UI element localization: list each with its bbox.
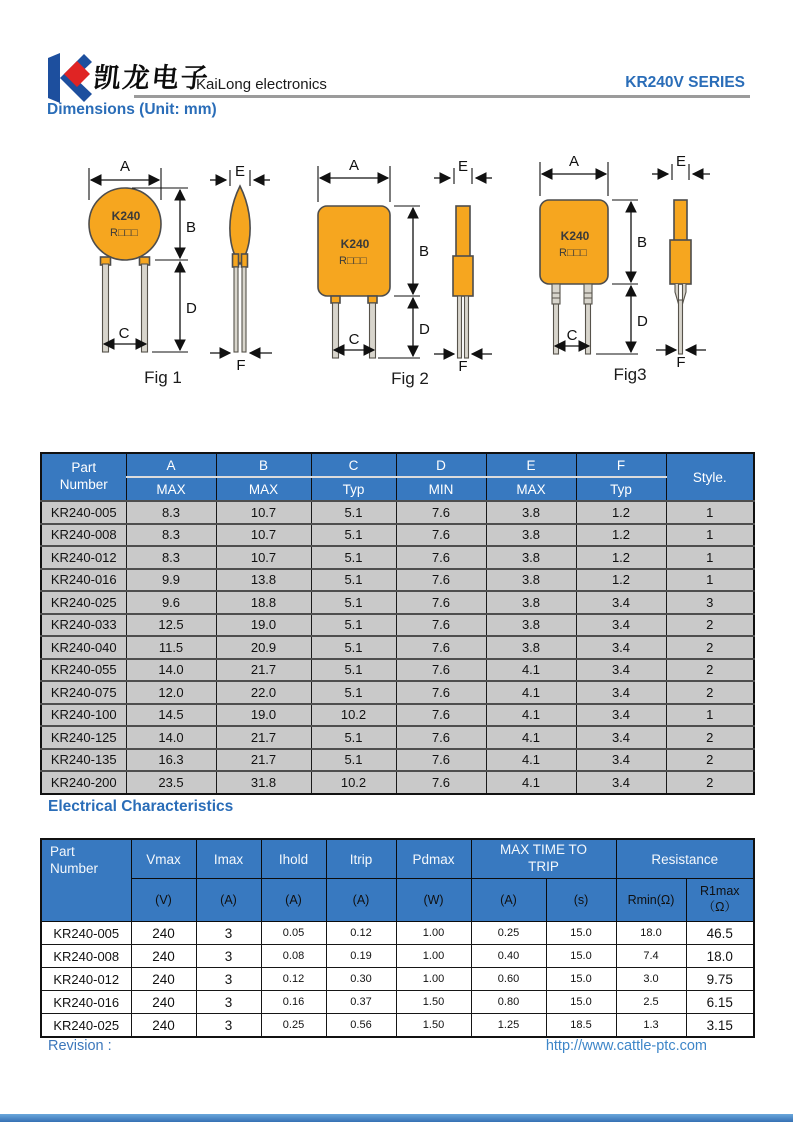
value-cell: 1 — [666, 569, 754, 592]
unit-header: (V) — [131, 879, 196, 922]
value-cell: 1.25 — [471, 1014, 546, 1038]
figure-3-caption: Fig3 — [613, 365, 647, 384]
column-header-e: E — [486, 453, 576, 477]
value-cell: 14.0 — [126, 726, 216, 749]
value-cell: 2 — [666, 681, 754, 704]
value-cell: 10.7 — [216, 546, 311, 569]
value-cell: 1.3 — [616, 1014, 686, 1038]
value-cell: 4.1 — [486, 749, 576, 772]
value-cell: 1 — [666, 546, 754, 569]
table-row — [41, 1014, 754, 1038]
value-cell: 5.1 — [311, 749, 396, 772]
value-cell: 3.4 — [576, 704, 666, 727]
dim-label-c: C — [566, 327, 578, 344]
series-title: KR240V SERIES — [625, 74, 745, 91]
value-cell: 7.4 — [616, 945, 686, 968]
value-cell: 7.6 — [396, 546, 486, 569]
value-cell: 0.08 — [261, 945, 326, 968]
dim-label-c: C — [348, 331, 360, 348]
value-cell: 10.2 — [311, 771, 396, 794]
value-cell: 8.3 — [126, 524, 216, 547]
value-cell: 12.5 — [126, 614, 216, 637]
table-row — [41, 591, 754, 614]
value-cell: 15.0 — [546, 968, 616, 991]
device-body-rect — [318, 206, 390, 296]
value-cell: 7.6 — [396, 771, 486, 794]
part-number-cell: KR240-016 — [41, 991, 131, 1014]
dim-label-d: D — [186, 300, 197, 317]
value-cell: 7.6 — [396, 749, 486, 772]
value-cell: 1.2 — [576, 569, 666, 592]
part-number-cell: KR240-033 — [41, 614, 126, 637]
column-header-c: C — [311, 453, 396, 477]
column-header-pdmax: Pdmax — [396, 839, 471, 879]
value-cell: 5.1 — [311, 614, 396, 637]
dim-label-f: F — [236, 357, 246, 374]
dimensions-section-title: Dimensions (Unit: mm) — [47, 101, 217, 118]
figure-1-caption: Fig 1 — [144, 368, 182, 387]
value-cell: 15.0 — [546, 922, 616, 945]
value-cell: 3 — [196, 945, 261, 968]
value-cell: 7.6 — [396, 636, 486, 659]
device-lead — [103, 264, 109, 352]
value-cell: 0.25 — [471, 922, 546, 945]
value-cell: 5.1 — [311, 524, 396, 547]
value-cell: 1 — [666, 501, 754, 524]
value-cell: 21.7 — [216, 749, 311, 772]
value-cell: 18.0 — [616, 922, 686, 945]
device-lead — [458, 296, 462, 358]
value-cell: 0.80 — [471, 991, 546, 1014]
value-cell: 240 — [131, 1014, 196, 1038]
value-cell: 3.4 — [576, 726, 666, 749]
value-cell: 4.1 — [486, 681, 576, 704]
value-cell: 7.6 — [396, 614, 486, 637]
value-cell: 22.0 — [216, 681, 311, 704]
value-cell: 0.19 — [326, 945, 396, 968]
unit-header: (A) — [471, 879, 546, 922]
figure-2-drawing — [310, 156, 510, 390]
device-lead — [234, 267, 238, 352]
column-header-f: F — [576, 453, 666, 477]
table-row — [41, 636, 754, 659]
value-cell: 21.7 — [216, 726, 311, 749]
company-name-english: KaiLong electronics — [196, 76, 327, 93]
part-number-cell: KR240-100 — [41, 704, 126, 727]
dim-label-a: A — [568, 153, 580, 170]
value-cell: 5.1 — [311, 659, 396, 682]
value-cell: 1.50 — [396, 991, 471, 1014]
device-lead — [242, 267, 246, 352]
part-number-cell: KR240-025 — [41, 591, 126, 614]
value-cell: 8.3 — [126, 501, 216, 524]
device-lead — [679, 300, 683, 354]
value-cell: 0.37 — [326, 991, 396, 1014]
value-cell: 10.7 — [216, 524, 311, 547]
website-link[interactable]: http://www.cattle-ptc.com — [545, 1038, 707, 1054]
electrical-section-title: Electrical Characteristics — [48, 798, 234, 815]
value-cell: 1 — [666, 524, 754, 547]
column-header-max-time-to-trip: MAX TIME TO TRIP — [471, 839, 616, 879]
column-header-vmax: Vmax — [131, 839, 196, 879]
value-cell: 15.0 — [546, 991, 616, 1014]
column-header-part: Part Number — [41, 453, 126, 501]
value-cell: 0.16 — [261, 991, 326, 1014]
value-cell: 1.2 — [576, 524, 666, 547]
revision-label: Revision : — [48, 1038, 112, 1054]
value-cell: 4.1 — [486, 704, 576, 727]
value-cell: 2 — [666, 636, 754, 659]
value-cell: 2 — [666, 614, 754, 637]
device-lead — [584, 284, 592, 304]
value-cell: 0.56 — [326, 1014, 396, 1038]
company-name-chinese: 凯龙电子 — [92, 63, 212, 94]
part-number-cell: KR240-005 — [41, 922, 131, 945]
value-cell: 9.75 — [686, 968, 754, 991]
value-cell: 3.4 — [576, 681, 666, 704]
device-lead — [552, 284, 560, 304]
dimension-table — [40, 452, 755, 795]
unit-header-rmin: Rmin(Ω) — [616, 879, 686, 922]
value-cell: 11.5 — [126, 636, 216, 659]
part-number-cell: KR240-016 — [41, 569, 126, 592]
value-cell: 0.25 — [261, 1014, 326, 1038]
dim-label-c: C — [118, 325, 130, 342]
value-cell: 3.8 — [486, 501, 576, 524]
value-cell: 5.1 — [311, 726, 396, 749]
value-cell: 4.1 — [486, 659, 576, 682]
value-cell: 3.4 — [576, 749, 666, 772]
value-cell: 7.6 — [396, 726, 486, 749]
value-cell: 3 — [666, 591, 754, 614]
value-cell: 0.30 — [326, 968, 396, 991]
table-row — [41, 991, 754, 1014]
value-cell: 10.2 — [311, 704, 396, 727]
electrical-table-body — [41, 922, 754, 1038]
value-cell: 3 — [196, 1014, 261, 1038]
device-marking: K240 — [560, 229, 590, 243]
part-number-cell: KR240-012 — [41, 968, 131, 991]
value-cell: 240 — [131, 991, 196, 1014]
device-body-side — [456, 206, 470, 258]
value-cell: 3.8 — [486, 524, 576, 547]
part-number-cell: KR240-008 — [41, 945, 131, 968]
table-row — [41, 501, 754, 524]
value-cell: 240 — [131, 945, 196, 968]
value-cell: 4.1 — [486, 726, 576, 749]
dim-label-f: F — [676, 354, 686, 371]
value-cell: 5.1 — [311, 501, 396, 524]
value-cell: 12.0 — [126, 681, 216, 704]
value-cell: 20.9 — [216, 636, 311, 659]
value-cell: 18.0 — [686, 945, 754, 968]
value-cell: 23.5 — [126, 771, 216, 794]
value-cell: 13.8 — [216, 569, 311, 592]
dim-label-b: B — [637, 234, 648, 251]
value-cell: 3.4 — [576, 771, 666, 794]
value-cell: 1.00 — [396, 922, 471, 945]
value-cell: 21.7 — [216, 659, 311, 682]
device-lead — [142, 264, 148, 352]
dim-label-f: F — [458, 358, 468, 375]
table-row — [41, 968, 754, 991]
value-cell: 5.1 — [311, 681, 396, 704]
part-number-cell: KR240-005 — [41, 501, 126, 524]
value-cell: 2 — [666, 771, 754, 794]
value-cell: 1.00 — [396, 968, 471, 991]
table-row — [41, 569, 754, 592]
column-qualifier: MAX — [486, 477, 576, 501]
table-row — [41, 749, 754, 772]
value-cell: 0.40 — [471, 945, 546, 968]
unit-header: (A) — [196, 879, 261, 922]
table-row — [41, 659, 754, 682]
value-cell: 6.15 — [686, 991, 754, 1014]
dim-label-e: E — [234, 163, 246, 180]
value-cell: 240 — [131, 968, 196, 991]
dim-label-b: B — [419, 243, 430, 260]
value-cell: 14.5 — [126, 704, 216, 727]
electrical-table — [40, 838, 755, 1038]
device-marking: K240 — [340, 237, 370, 251]
value-cell: 2 — [666, 659, 754, 682]
table-row — [41, 704, 754, 727]
value-cell: 15.0 — [546, 945, 616, 968]
figure-1-drawing — [60, 156, 310, 390]
column-header-d: D — [396, 453, 486, 477]
column-header-resistance: Resistance — [616, 839, 754, 879]
value-cell: 3.15 — [686, 1014, 754, 1038]
value-cell: 5.1 — [311, 591, 396, 614]
table-row — [41, 726, 754, 749]
value-cell: 14.0 — [126, 659, 216, 682]
part-number-cell: KR240-125 — [41, 726, 126, 749]
table-row — [41, 771, 754, 794]
column-header-b: B — [216, 453, 311, 477]
value-cell: 3.4 — [576, 591, 666, 614]
column-qualifier: Typ — [311, 477, 396, 501]
value-cell: 1.50 — [396, 1014, 471, 1038]
value-cell: 0.12 — [261, 968, 326, 991]
column-header-imax: Imax — [196, 839, 261, 879]
value-cell: 3 — [196, 968, 261, 991]
value-cell: 0.12 — [326, 922, 396, 945]
value-cell: 2 — [666, 749, 754, 772]
part-number-cell: KR240-135 — [41, 749, 126, 772]
value-cell: 3.4 — [576, 614, 666, 637]
value-cell: 5.1 — [311, 569, 396, 592]
value-cell: 4.1 — [486, 771, 576, 794]
dim-label-e: E — [457, 158, 469, 175]
value-cell: 3.4 — [576, 659, 666, 682]
value-cell: 1.00 — [396, 945, 471, 968]
dim-label-d: D — [419, 321, 430, 338]
value-cell: 19.0 — [216, 704, 311, 727]
value-cell: 2.5 — [616, 991, 686, 1014]
unit-header: (W) — [396, 879, 471, 922]
part-number-cell: KR240-008 — [41, 524, 126, 547]
value-cell: 7.6 — [396, 501, 486, 524]
value-cell: 31.8 — [216, 771, 311, 794]
value-cell: 18.5 — [546, 1014, 616, 1038]
table-row — [41, 524, 754, 547]
kailong-logo-icon — [46, 52, 92, 104]
dim-label-a: A — [348, 157, 360, 174]
device-marking: R□□□ — [559, 247, 587, 259]
value-cell: 3.8 — [486, 636, 576, 659]
device-body-side — [674, 200, 687, 242]
value-cell: 7.6 — [396, 681, 486, 704]
value-cell: 240 — [131, 922, 196, 945]
value-cell: 19.0 — [216, 614, 311, 637]
table-row — [41, 945, 754, 968]
unit-header-r1max: R1max （Ω） — [686, 879, 754, 922]
unit-header: (A) — [326, 879, 396, 922]
dimension-table-body — [41, 501, 754, 794]
part-number-cell: KR240-025 — [41, 1014, 131, 1038]
dim-label-e: E — [675, 153, 687, 170]
part-number-cell: KR240-012 — [41, 546, 126, 569]
device-lead — [465, 296, 469, 358]
value-cell: 5.1 — [311, 546, 396, 569]
unit-header: (A) — [261, 879, 326, 922]
device-marking: R□□□ — [110, 227, 138, 239]
device-body-side — [230, 186, 250, 264]
value-cell: 1 — [666, 704, 754, 727]
value-cell: 16.3 — [126, 749, 216, 772]
value-cell: 3.8 — [486, 591, 576, 614]
figure-3-drawing — [532, 152, 732, 390]
column-qualifier: MIN — [396, 477, 486, 501]
value-cell: 7.6 — [396, 704, 486, 727]
dim-label-a: A — [119, 158, 131, 175]
value-cell: 0.60 — [471, 968, 546, 991]
part-number-cell: KR240-040 — [41, 636, 126, 659]
value-cell: 7.6 — [396, 659, 486, 682]
value-cell: 3.0 — [616, 968, 686, 991]
column-qualifier: Typ — [576, 477, 666, 501]
column-header-ihold: Ihold — [261, 839, 326, 879]
dim-label-d: D — [637, 313, 648, 330]
value-cell: 3.8 — [486, 614, 576, 637]
column-qualifier: MAX — [126, 477, 216, 501]
value-cell: 7.6 — [396, 569, 486, 592]
value-cell: 3.4 — [576, 636, 666, 659]
value-cell: 3.8 — [486, 546, 576, 569]
dim-label-b: B — [186, 219, 197, 236]
value-cell: 46.5 — [686, 922, 754, 945]
device-marking: R□□□ — [339, 255, 367, 267]
value-cell: 9.9 — [126, 569, 216, 592]
value-cell: 1.2 — [576, 546, 666, 569]
table-row — [41, 546, 754, 569]
bottom-bar — [0, 1114, 793, 1122]
table-row — [41, 614, 754, 637]
value-cell: 1.2 — [576, 501, 666, 524]
figure-2-caption: Fig 2 — [391, 369, 429, 388]
value-cell: 5.1 — [311, 636, 396, 659]
device-marking: K240 — [111, 209, 141, 223]
value-cell: 3 — [196, 991, 261, 1014]
column-header-style: Style. — [666, 453, 754, 501]
column-qualifier: MAX — [216, 477, 311, 501]
value-cell: 7.6 — [396, 524, 486, 547]
value-cell: 9.6 — [126, 591, 216, 614]
part-number-cell: KR240-075 — [41, 681, 126, 704]
value-cell: 8.3 — [126, 546, 216, 569]
column-header-itrip: Itrip — [326, 839, 396, 879]
value-cell: 3.8 — [486, 569, 576, 592]
value-cell: 10.7 — [216, 501, 311, 524]
column-header-a: A — [126, 453, 216, 477]
device-body-disc — [89, 188, 161, 260]
unit-header: (s) — [546, 879, 616, 922]
value-cell: 2 — [666, 726, 754, 749]
column-header-part: Part Number — [41, 839, 131, 922]
value-cell: 0.05 — [261, 922, 326, 945]
value-cell: 7.6 — [396, 591, 486, 614]
table-row — [41, 681, 754, 704]
table-row — [41, 922, 754, 945]
value-cell: 18.8 — [216, 591, 311, 614]
part-number-cell: KR240-055 — [41, 659, 126, 682]
part-number-cell: KR240-200 — [41, 771, 126, 794]
header-divider — [134, 95, 750, 98]
value-cell: 3 — [196, 922, 261, 945]
